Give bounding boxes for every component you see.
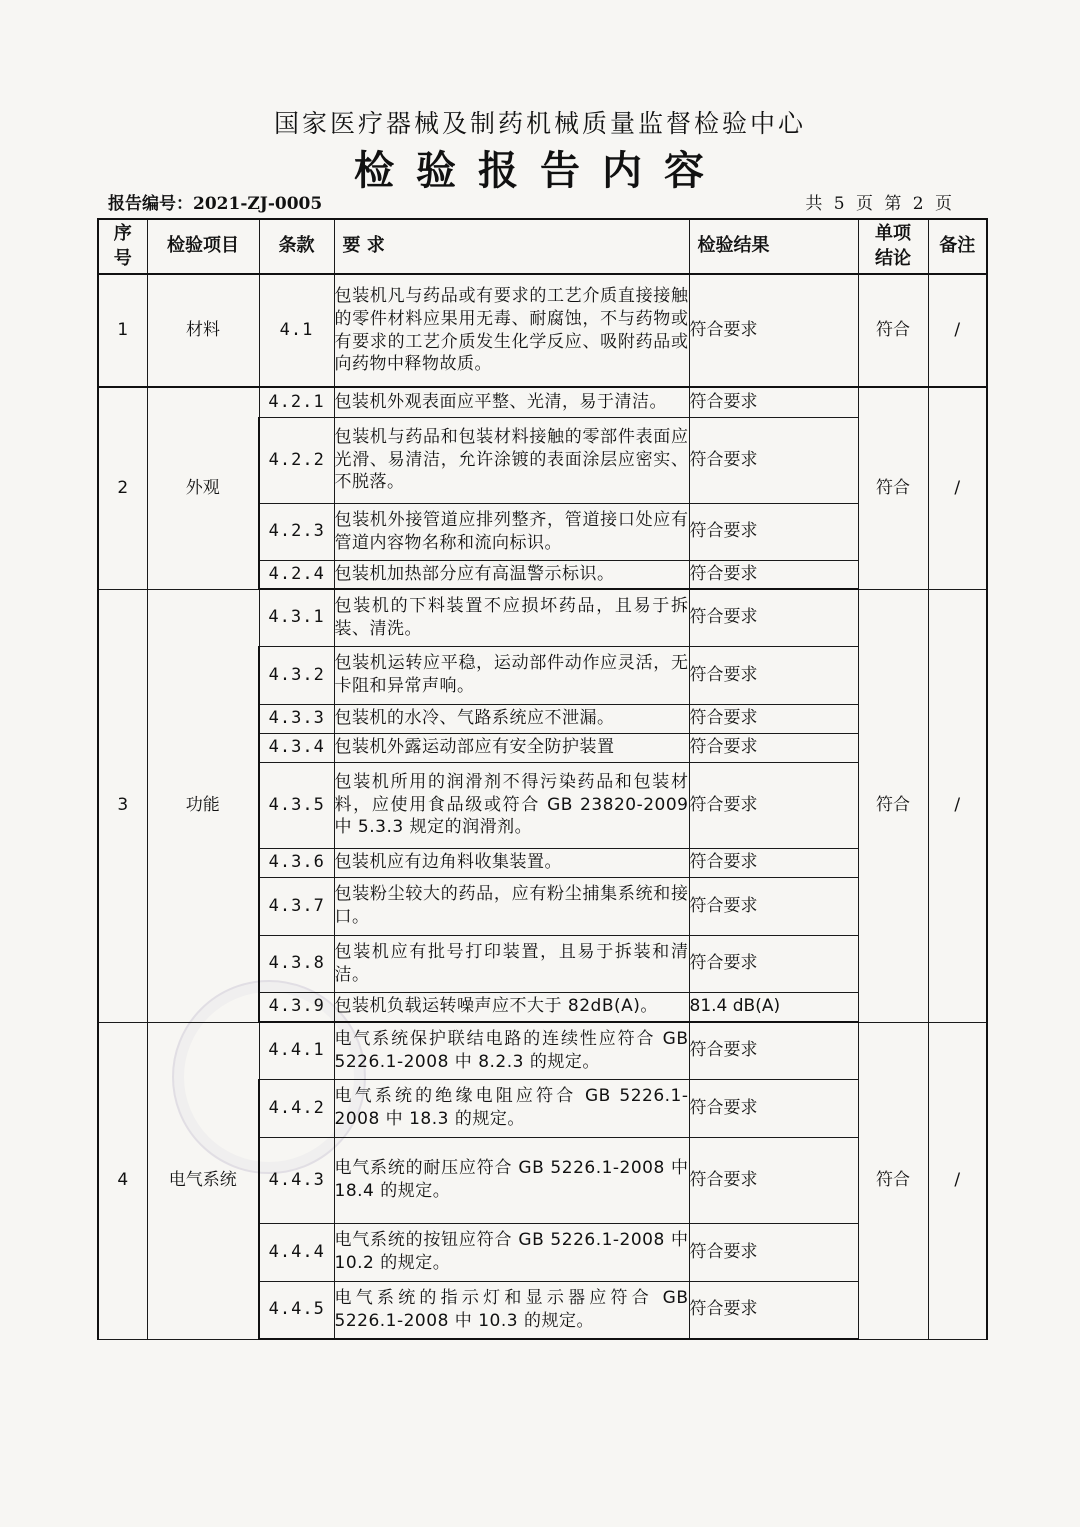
item-cell: 外观 [147, 387, 259, 589]
clause-cell: 4.4.4 [259, 1223, 334, 1281]
document-title: 检验报告内容 [354, 147, 726, 194]
requirement-cell: 电气系统的指示灯和显示器应符合 GB 5226.1-2008 中 10.3 的规定。 [334, 1281, 689, 1339]
conclusion-cell: 符合 [858, 1022, 928, 1339]
conclusion-cell: 符合 [858, 274, 928, 387]
table-header-row [98, 219, 987, 274]
report-number-value: 2021-ZJ-0005 [193, 194, 323, 214]
clause-cell: 4.3.4 [259, 733, 334, 762]
conclusion-cell: 符合 [858, 387, 928, 589]
result-cell: 符合要求 [689, 762, 858, 848]
result-cell: 符合要求 [689, 589, 858, 646]
clause-cell: 4.4.5 [259, 1281, 334, 1339]
remark-cell: / [928, 274, 987, 387]
report-number [108, 189, 322, 214]
requirement-cell: 电气系统保护联结电路的连续性应符合 GB 5226.1-2008 中 8.2.3 的规定。 [334, 1022, 689, 1079]
table-row [98, 274, 987, 387]
clause-cell: 4.2.1 [259, 387, 334, 417]
page-indicator: 共 5 页 第 2 页 [805, 194, 952, 214]
item-cell: 材料 [147, 274, 259, 387]
remark-cell: / [928, 387, 987, 589]
clause-cell: 4.2.3 [259, 503, 334, 560]
result-cell: 符合要求 [689, 274, 858, 387]
requirement-cell: 包装机外观表面应平整、光清，易于清洁。 [334, 387, 689, 417]
clause-cell: 4.3.5 [259, 762, 334, 848]
seq-cell: 2 [98, 387, 147, 589]
result-cell: 符合要求 [689, 387, 858, 417]
requirement-cell: 包装机的下料装置不应损坏药品，且易于拆装、清洗。 [334, 589, 689, 646]
clause-cell: 4.3.7 [259, 877, 334, 935]
table-row [98, 387, 987, 417]
requirement-cell: 包装机的水冷、气路系统应不泄漏。 [334, 704, 689, 733]
header-item: 检验项目 [147, 219, 259, 274]
header-conclusion: 单项 结论 [858, 219, 928, 274]
remark-cell: / [928, 1022, 987, 1339]
requirement-cell: 电气系统的绝缘电阻应符合 GB 5226.1-2008 中 18.3 的规定。 [334, 1079, 689, 1137]
organization-name: 国家医疗器械及制药机械质量监督检验中心 [273, 109, 806, 138]
requirement-cell: 电气系统的耐压应符合 GB 5226.1-2008 中 18.4 的规定。 [334, 1137, 689, 1223]
result-cell: 符合要求 [689, 560, 858, 589]
clause-cell: 4.2.4 [259, 560, 334, 589]
requirement-cell: 包装机外露运动部应有安全防护装置 [334, 733, 689, 762]
clause-cell: 4.3.3 [259, 704, 334, 733]
header-result: 检验结果 [689, 219, 858, 274]
result-cell: 符合要求 [689, 503, 858, 560]
requirement-cell: 包装机与药品和包装材料接触的零部件表面应光滑、易清洁，允许涂镀的表面涂层应密实、不脱落。 [334, 417, 689, 503]
clause-cell: 4.4.1 [259, 1022, 334, 1079]
result-cell: 81.4 dB(A) [689, 992, 858, 1022]
result-cell: 符合要求 [689, 877, 858, 935]
requirement-cell: 包装机负载运转噪声应不大于 82dB(A)。 [334, 992, 689, 1022]
result-cell: 符合要求 [689, 704, 858, 733]
result-cell: 符合要求 [689, 1079, 858, 1137]
result-cell: 符合要求 [689, 1223, 858, 1281]
report-number-label: 报告编号： [108, 194, 193, 214]
clause-cell: 4.3.1 [259, 589, 334, 646]
remark-cell: / [928, 589, 987, 1022]
clause-cell: 4.3.2 [259, 646, 334, 704]
requirement-cell: 包装机外接管道应排列整齐，管道接口处应有管道内容物名称和流向标识。 [334, 503, 689, 560]
requirement-cell: 包装机应有边角料收集装置。 [334, 848, 689, 877]
seq-cell: 3 [98, 589, 147, 1022]
seq-cell: 4 [98, 1022, 147, 1339]
inspection-table [97, 218, 988, 1340]
result-cell: 符合要求 [689, 848, 858, 877]
header-clause: 条款 [259, 219, 334, 274]
conclusion-cell: 符合 [858, 589, 928, 1022]
clause-cell: 4.3.6 [259, 848, 334, 877]
clause-cell: 4.2.2 [259, 417, 334, 503]
requirement-cell: 包装机凡与药品或有要求的工艺介质直接接触的零件材料应果用无毒、耐腐蚀，不与药物或有要求的工艺介质发生化学反应、吸附药品或向药物中释物故质。 [334, 274, 689, 387]
clause-cell: 4.1 [259, 274, 334, 387]
requirement-cell: 包装机应有批号打印装置，且易于拆装和清洁。 [334, 935, 689, 992]
clause-cell: 4.4.2 [259, 1079, 334, 1137]
requirement-cell: 电气系统的按钮应符合 GB 5226.1-2008 中 10.2 的规定。 [334, 1223, 689, 1281]
clause-cell: 4.3.8 [259, 935, 334, 992]
item-cell: 电气系统 [147, 1022, 259, 1339]
result-cell: 符合要求 [689, 733, 858, 762]
seq-cell: 1 [98, 274, 147, 387]
header-requirement: 要 求 [334, 219, 689, 274]
result-cell: 符合要求 [689, 935, 858, 992]
requirement-cell: 包装机运转应平稳，运动部件动作应灵活，无卡阻和异常声响。 [334, 646, 689, 704]
requirement-cell: 包装机所用的润滑剂不得污染药品和包装材料，应使用食品级或符合 GB 23820-2009 中 5.3.3 规定的润滑剂。 [334, 762, 689, 848]
item-cell: 功能 [147, 589, 259, 1022]
result-cell: 符合要求 [689, 1137, 858, 1223]
table-row [98, 1022, 987, 1079]
requirement-cell: 包装机加热部分应有高温警示标识。 [334, 560, 689, 589]
result-cell: 符合要求 [689, 417, 858, 503]
header-remark: 备注 [928, 219, 987, 274]
table-row [98, 589, 987, 646]
result-cell: 符合要求 [689, 1281, 858, 1339]
clause-cell: 4.3.9 [259, 992, 334, 1022]
requirement-cell: 包装粉尘较大的药品，应有粉尘捕集系统和接口。 [334, 877, 689, 935]
result-cell: 符合要求 [689, 646, 858, 704]
clause-cell: 4.4.3 [259, 1137, 334, 1223]
header-seq: 序 号 [98, 219, 147, 274]
result-cell: 符合要求 [689, 1022, 858, 1079]
